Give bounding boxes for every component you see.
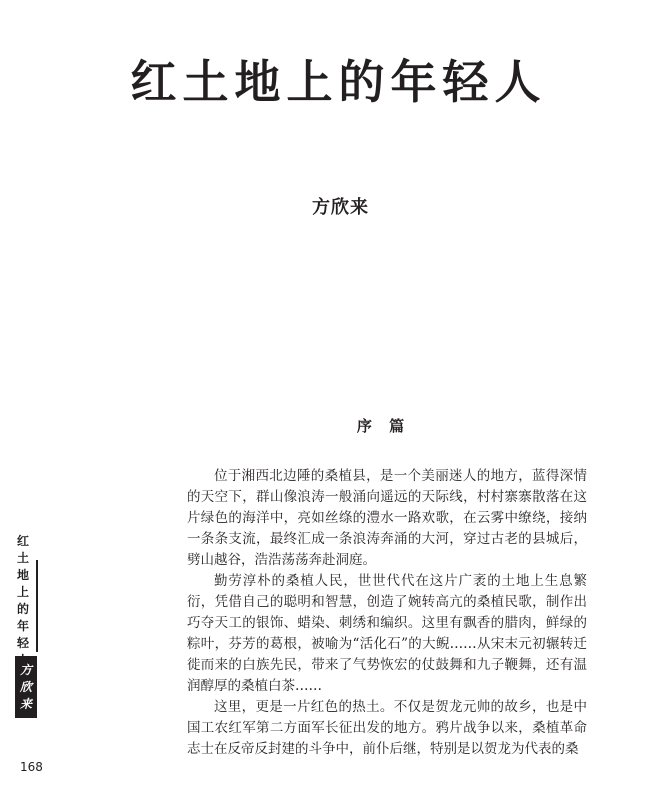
paragraph: 位于湘西北边陲的桑植县，是一个美丽迷人的地方，蓝得深情的天空下，群山像浪涛一般涌向遥远的天际线，村村寨寨散落在这片绿色的海洋中，亮如丝绦的澧水一路欢歌，在云雾中缭绕，接纳一条条支流，最终汇成一条浪涛奔涌的大河，穿过古老的县城后，劈山越谷，浩浩荡荡奔赴洞庭。 [187, 468, 587, 568]
paragraph: 勤劳淳朴的桑植人民，世世代代在这片广袤的土地上生息繁衍，凭借自己的聪明和智慧，创造了婉转高亢的桑植民歌，制作出巧夺天工的银饰、蜡染、刺绣和编织。这里有飘香的腊肉，鲜绿的粽叶，芬芳的葛根，被喻为“活化石”的大鲵……从宋末元初辗转迁徙而来的白族先民，带来了气势恢宏的仗鼓舞和九子鞭舞，还有温润醇厚的桑植白茶…… [187, 573, 587, 694]
side-title-char: 红 [16, 534, 29, 548]
side-author-char: 欣 [19, 679, 32, 694]
side-title-char: 轻 [16, 636, 29, 650]
page-title: 红土地上的年轻人 [130, 55, 547, 109]
side-running-title [15, 533, 31, 669]
side-author-char: 来 [19, 696, 32, 711]
side-title-char: 的 [16, 602, 29, 616]
body-text [187, 466, 587, 760]
side-author-char: 方 [19, 662, 32, 677]
side-author-tab [15, 656, 37, 718]
side-divider-line [36, 560, 38, 652]
side-title-char: 年 [16, 619, 29, 633]
side-title-char: 土 [16, 551, 29, 565]
side-title-char: 地 [16, 568, 29, 582]
paragraph: 这里，更是一片红色的热土。不仅是贺龙元帅的故乡，也是中国工农红军第二方面军长征出发的地方。鸦片战争以来，桑植革命志士在反帝反封建的斗争中，前仆后继，特别是以贺龙为代表的桑 [187, 699, 587, 757]
page-number: 168 [20, 760, 43, 774]
author-name: 方欣来 [312, 197, 369, 218]
section-heading: 序 篇 [356, 417, 411, 435]
side-title-char: 上 [16, 585, 29, 599]
